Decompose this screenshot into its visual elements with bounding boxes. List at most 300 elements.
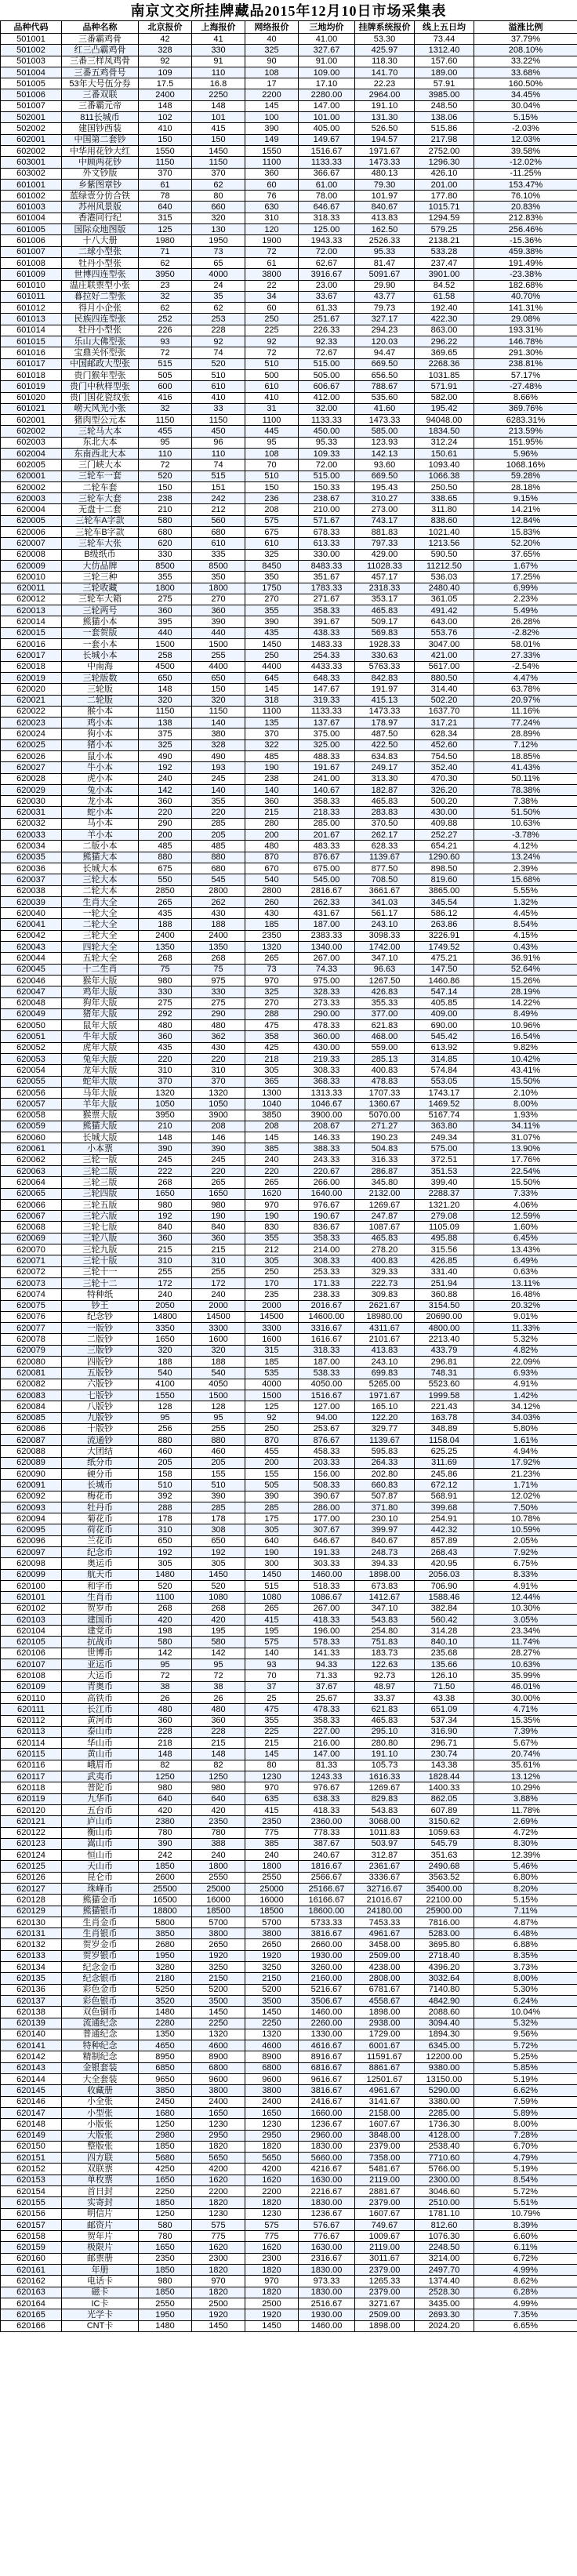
table-row — [1, 2175, 577, 2185]
cell-online: 305 — [245, 1255, 299, 1266]
cell-listing: 105.73 — [355, 1760, 415, 1771]
cell-code: 620148 — [1, 2119, 62, 2130]
cell-beijing: 78 — [139, 191, 192, 202]
cell-avg3: 505.00 — [299, 369, 355, 380]
cell-listing: 18980.00 — [355, 1311, 415, 1322]
cell-listing: 347.10 — [355, 953, 415, 964]
cell-beijing: 265 — [139, 896, 192, 907]
cell-shanghai: 1620 — [192, 2175, 245, 2185]
table-row — [1, 1850, 577, 1861]
cell-online: 670 — [245, 863, 299, 874]
col-beijing: 北京报价 — [139, 21, 192, 34]
cell-premium: 20.97% — [474, 695, 577, 706]
cell-beijing: 375 — [139, 728, 192, 739]
cell-online: 830 — [245, 1222, 299, 1233]
cell-avg3: 203.33 — [299, 1457, 355, 1468]
table-row — [1, 1816, 577, 1827]
cell-online: 220 — [245, 1165, 299, 1176]
cell-premium: 6.45% — [474, 1233, 577, 1244]
cell-premium: 28.89% — [474, 728, 577, 739]
cell-avg3: 1340.00 — [299, 942, 355, 953]
cell-avg3: 146.33 — [299, 1132, 355, 1143]
cell-name: 小本票 — [62, 1143, 139, 1154]
cell-avg3: 78.00 — [299, 191, 355, 202]
cell-online: 305 — [245, 1524, 299, 1535]
cell-beijing: 330 — [139, 549, 192, 560]
cell-online: 1820 — [245, 2287, 299, 2298]
table-row — [1, 2253, 577, 2264]
cell-beijing: 330 — [139, 986, 192, 997]
cell-shanghai: 460 — [192, 1446, 245, 1457]
cell-premium: 8.00% — [474, 1099, 577, 1110]
cell-listing: 327.17 — [355, 314, 415, 325]
cell-name: 虎年大版 — [62, 1042, 139, 1053]
cell-name: 大版张 — [62, 2130, 139, 2141]
cell-listing: 1269.67 — [355, 1782, 415, 1793]
cell-listing: 543.83 — [355, 1614, 415, 1625]
cell-listing: 371.80 — [355, 1502, 415, 1513]
cell-premium: 1.61% — [474, 1435, 577, 1446]
cell-code: 620104 — [1, 1626, 62, 1637]
cell-shanghai: 320 — [192, 213, 245, 223]
cell-premium: 28.18% — [474, 481, 577, 492]
cell-listing: 415.13 — [355, 695, 415, 706]
cell-premium: 27.33% — [474, 650, 577, 661]
cell-avg3: 109.33 — [299, 448, 355, 459]
cell-code: 620091 — [1, 1480, 62, 1491]
cell-shanghai: 1820 — [192, 2141, 245, 2152]
cell-code: 620025 — [1, 739, 62, 750]
cell-name: 龙小本 — [62, 796, 139, 807]
cell-avg3: 95.33 — [299, 437, 355, 448]
table-row — [1, 1939, 577, 1950]
cell-listing: 1473.33 — [355, 415, 415, 426]
cell-avg3: 778.33 — [299, 1827, 355, 1838]
cell-name: 小型张 — [62, 2107, 139, 2118]
cell-avg5: 568.91 — [415, 1491, 474, 1502]
table-row — [1, 2107, 577, 2118]
cell-avg3: 1133.33 — [299, 415, 355, 426]
cell-name: 华山币 — [62, 1738, 139, 1749]
cell-listing: 669.50 — [355, 358, 415, 369]
cell-name: 熊猫小本 — [62, 616, 139, 627]
cell-beijing: 1850 — [139, 2197, 192, 2208]
cell-avg3: 545.00 — [299, 874, 355, 885]
cell-avg3: 33.67 — [299, 291, 355, 302]
cell-online: 6800 — [245, 2062, 299, 2073]
cell-listing: 53.30 — [355, 34, 415, 45]
cell-name: 峨眉币 — [62, 1760, 139, 1771]
cell-listing: 503.97 — [355, 1838, 415, 1849]
cell-name: 纪念银币 — [62, 1973, 139, 1984]
table-row — [1, 807, 577, 818]
cell-shanghai: 110 — [192, 448, 245, 459]
header-row — [1, 21, 577, 34]
cell-shanghai: 388 — [192, 1838, 245, 1849]
cell-premium: 30.04% — [474, 100, 577, 111]
cell-shanghai: 268 — [192, 953, 245, 964]
cell-avg3: 307.67 — [299, 1524, 355, 1535]
cell-shanghai: 370 — [192, 1076, 245, 1087]
cell-shanghai: 2250 — [192, 89, 245, 100]
cell-online: 218 — [245, 1054, 299, 1065]
cell-avg3: 72.67 — [299, 347, 355, 358]
cell-shanghai: 95 — [192, 1412, 245, 1423]
cell-shanghai: 5650 — [192, 2153, 245, 2164]
table-row — [1, 1042, 577, 1053]
cell-online: 2950 — [245, 2130, 299, 2141]
cell-beijing: 242 — [139, 1850, 192, 1861]
cell-listing: 2526.33 — [355, 235, 415, 246]
cell-online: 2500 — [245, 2298, 299, 2309]
cell-beijing: 395 — [139, 616, 192, 627]
cell-avg3: 62.67 — [299, 257, 355, 268]
cell-listing: 341.03 — [355, 896, 415, 907]
table-row — [1, 2164, 577, 2175]
cell-shanghai: 1350 — [192, 942, 245, 953]
table-row — [1, 841, 577, 852]
cell-beijing: 1800 — [139, 583, 192, 594]
cell-avg5: 3901.00 — [415, 269, 474, 280]
cell-avg5: 1312.40 — [415, 45, 474, 56]
cell-online: 215 — [245, 807, 299, 818]
cell-avg3: 508.33 — [299, 1480, 355, 1491]
cell-shanghai: 520 — [192, 1580, 245, 1591]
cell-shanghai: 355 — [192, 796, 245, 807]
table-row — [1, 796, 577, 807]
cell-beijing: 580 — [139, 1637, 192, 1648]
cell-avg3: 286.00 — [299, 1502, 355, 1513]
cell-online: 505 — [245, 1480, 299, 1491]
cell-name: 熊猫大本 — [62, 852, 139, 863]
cell-premium: 7.33% — [474, 1188, 577, 1199]
cell-online: 355 — [245, 605, 299, 616]
cell-online: 150 — [245, 481, 299, 492]
cell-online: 775 — [245, 2231, 299, 2242]
table-row — [1, 1099, 577, 1110]
cell-premium: 4.99% — [474, 2265, 577, 2276]
cell-premium: 12.84% — [474, 515, 577, 526]
table-row — [1, 1704, 577, 1715]
cell-online: 2200 — [245, 2186, 299, 2197]
cell-beijing: 109 — [139, 67, 192, 78]
table-row — [1, 1872, 577, 1883]
table-row — [1, 303, 577, 314]
cell-listing: 5481.67 — [355, 2164, 415, 2175]
table-row — [1, 1143, 577, 1154]
cell-name: 一轮大全 — [62, 908, 139, 919]
cell-beijing: 320 — [139, 1345, 192, 1356]
cell-avg3: 678.33 — [299, 527, 355, 538]
cell-avg3: 430.00 — [299, 1042, 355, 1053]
cell-premium: 2.23% — [474, 594, 577, 605]
cell-name: 硬分币 — [62, 1469, 139, 1480]
cell-listing: 634.83 — [355, 751, 415, 762]
cell-listing: 656.50 — [355, 369, 415, 380]
cell-avg5: 690.00 — [415, 1020, 474, 1031]
cell-avg3: 325.00 — [299, 739, 355, 750]
cell-premium: 2.10% — [474, 1087, 577, 1098]
cell-name: 高铁币 — [62, 1692, 139, 1703]
cell-avg5: 189.00 — [415, 67, 474, 78]
cell-avg3: 1516.67 — [299, 1390, 355, 1401]
cell-code: 620085 — [1, 1412, 62, 1423]
cell-online: 1450 — [245, 2320, 299, 2331]
cell-code: 620056 — [1, 1087, 62, 1098]
cell-shanghai: 245 — [192, 773, 245, 784]
cell-avg5: 84.52 — [415, 280, 474, 291]
cell-beijing: 268 — [139, 1603, 192, 1614]
cell-code: 602002 — [1, 145, 62, 156]
cell-listing: 243.10 — [355, 919, 415, 930]
cell-shanghai: 1650 — [192, 2107, 245, 2118]
cell-name: 乐山大佛型张 — [62, 336, 139, 347]
table-row — [1, 168, 577, 179]
cell-avg3: 1816.67 — [299, 1861, 355, 1872]
cell-name: 三轮车大套 — [62, 493, 139, 504]
cell-online: 170 — [245, 1277, 299, 1288]
cell-premium: 34.12% — [474, 1401, 577, 1412]
cell-avg3: 208.67 — [299, 1121, 355, 1132]
cell-listing: 33.37 — [355, 1692, 415, 1703]
cell-beijing: 245 — [139, 1154, 192, 1165]
cell-shanghai: 360 — [192, 605, 245, 616]
cell-online: 515 — [245, 1580, 299, 1591]
table-row — [1, 818, 577, 829]
table-row — [1, 1917, 577, 1927]
cell-shanghai: 4600 — [192, 2040, 245, 2051]
cell-name: 三轮六版 — [62, 1211, 139, 1222]
cell-avg5: 754.50 — [415, 751, 474, 762]
cell-premium: 43.41% — [474, 1065, 577, 1076]
cell-online: 190 — [245, 1547, 299, 1558]
cell-avg3: 1460.00 — [299, 2320, 355, 2331]
cell-online: 300 — [245, 1558, 299, 1569]
cell-code: 620143 — [1, 2062, 62, 2073]
cell-avg5: 201.00 — [415, 179, 474, 190]
cell-avg5: 3563.52 — [415, 1872, 474, 1883]
cell-avg3: 3900.00 — [299, 1110, 355, 1121]
cell-avg3: 243.33 — [299, 1154, 355, 1165]
cell-avg5: 2490.68 — [415, 1861, 474, 1872]
cell-online: 108 — [245, 448, 299, 459]
table-row — [1, 2186, 577, 2197]
cell-beijing: 220 — [139, 1054, 192, 1065]
cell-avg3: 538.33 — [299, 1368, 355, 1379]
cell-listing: 673.83 — [355, 1580, 415, 1591]
cell-beijing: 515 — [139, 358, 192, 369]
table-row — [1, 896, 577, 907]
cell-beijing: 2600 — [139, 1872, 192, 1883]
cell-premium: 8.54% — [474, 919, 577, 930]
cell-avg5: 1400.33 — [415, 1782, 474, 1793]
cell-shanghai: 212 — [192, 504, 245, 515]
cell-listing: 1009.67 — [355, 2231, 415, 2242]
cell-shanghai: 650 — [192, 1535, 245, 1546]
cell-shanghai: 16000 — [192, 1895, 245, 1906]
cell-code: 602005 — [1, 460, 62, 471]
cell-code: 601020 — [1, 392, 62, 403]
cell-listing: 43.77 — [355, 291, 415, 302]
cell-code: 620117 — [1, 1771, 62, 1782]
cell-shanghai: 485 — [192, 841, 245, 852]
cell-premium: 5.15% — [474, 112, 577, 123]
cell-avg5: 1637.70 — [415, 706, 474, 717]
cell-shanghai: 128 — [192, 1401, 245, 1412]
cell-online: 37 — [245, 1681, 299, 1692]
cell-avg5: 2088.60 — [415, 2007, 474, 2018]
cell-listing: 222.73 — [355, 1277, 415, 1288]
cell-avg5: 2693.30 — [415, 2309, 474, 2320]
cell-avg5: 314.85 — [415, 1054, 474, 1065]
cell-name: 纪念钞 — [62, 1311, 139, 1322]
cell-avg3: 1630.00 — [299, 2175, 355, 2185]
cell-shanghai: 640 — [192, 1793, 245, 1804]
cell-online: 95 — [245, 437, 299, 448]
cell-code: 620106 — [1, 1648, 62, 1659]
cell-online: 540 — [245, 874, 299, 885]
cell-online: 16000 — [245, 1895, 299, 1906]
col-premium: 溢涨比例 — [474, 21, 577, 34]
cell-listing: 2119.00 — [355, 2175, 415, 2185]
cell-premium: 5.25% — [474, 2051, 577, 2062]
cell-code: 620052 — [1, 1042, 62, 1053]
cell-listing: 465.83 — [355, 796, 415, 807]
cell-beijing: 188 — [139, 1357, 192, 1368]
cell-name: 一版钞 — [62, 1323, 139, 1334]
cell-code: 620026 — [1, 751, 62, 762]
cell-name: 彩色银币 — [62, 1995, 139, 2006]
cell-name: 世博币 — [62, 1648, 139, 1659]
cell-beijing: 4100 — [139, 1379, 192, 1390]
cell-name: 青奥币 — [62, 1681, 139, 1692]
cell-shanghai: 510 — [192, 1480, 245, 1491]
cell-avg5: 1374.40 — [415, 2276, 474, 2287]
cell-code: 603002 — [1, 168, 62, 179]
cell-avg3: 187.00 — [299, 919, 355, 930]
cell-shanghai: 2400 — [192, 2096, 245, 2107]
cell-shanghai: 3800 — [192, 1928, 245, 1939]
table-row — [1, 2007, 577, 2018]
cell-listing: 8861.67 — [355, 2062, 415, 2073]
cell-online: 270 — [245, 594, 299, 605]
cell-listing: 660.83 — [355, 1480, 415, 1491]
cell-avg3: 515.00 — [299, 471, 355, 481]
cell-shanghai: 140 — [192, 718, 245, 728]
cell-listing: 254.80 — [355, 1626, 415, 1637]
cell-avg5: 338.65 — [415, 493, 474, 504]
cell-name: 马年大版 — [62, 1087, 139, 1098]
cell-name: 温庄联票型小张 — [62, 280, 139, 291]
cell-online: 1230 — [245, 2119, 299, 2130]
table-row — [1, 1121, 577, 1132]
cell-avg5: 1781.10 — [415, 2208, 474, 2219]
cell-online: 480 — [245, 841, 299, 852]
cell-online: 1620 — [245, 1188, 299, 1199]
table-row — [1, 661, 577, 672]
cell-beijing: 2400 — [139, 930, 192, 941]
cell-code: 620160 — [1, 2253, 62, 2264]
cell-name: 贺岁金币 — [62, 1939, 139, 1950]
cell-avg5: 22100.00 — [415, 1895, 474, 1906]
cell-avg3: 149.67 — [299, 134, 355, 145]
cell-shanghai: 255 — [192, 1266, 245, 1277]
cell-avg5: 248.50 — [415, 100, 474, 111]
cell-beijing: 95 — [139, 1412, 192, 1423]
cell-listing: 280.80 — [355, 1738, 415, 1749]
cell-premium: 4.79% — [474, 2153, 577, 2164]
cell-premium: 31.07% — [474, 1132, 577, 1143]
cell-name: 八版钞 — [62, 1401, 139, 1412]
cell-online: 1230 — [245, 2208, 299, 2219]
cell-avg3: 3260.00 — [299, 1962, 355, 1973]
cell-online: 575 — [245, 1637, 299, 1648]
cell-shanghai: 350 — [192, 572, 245, 583]
cell-shanghai: 480 — [192, 1704, 245, 1715]
cell-premium: 12.02% — [474, 1491, 577, 1502]
cell-beijing: 3950 — [139, 269, 192, 280]
table-row — [1, 269, 577, 280]
cell-code: 620125 — [1, 1861, 62, 1872]
cell-avg5: 433.79 — [415, 1345, 474, 1356]
cell-online: 76 — [245, 191, 299, 202]
table-row — [1, 2018, 577, 2029]
cell-beijing: 255 — [139, 1266, 192, 1277]
cell-avg3: 358.33 — [299, 1233, 355, 1244]
cell-online: 236 — [245, 493, 299, 504]
cell-name: 蛇年大版 — [62, 1076, 139, 1087]
cell-avg5: 361.05 — [415, 594, 474, 605]
table-row — [1, 2287, 577, 2298]
cell-avg5: 426.85 — [415, 1255, 474, 1266]
cell-beijing: 290 — [139, 818, 192, 829]
cell-shanghai: 2800 — [192, 885, 245, 896]
cell-premium: 3.73% — [474, 1962, 577, 1973]
cell-beijing: 455 — [139, 426, 192, 437]
cell-code: 620060 — [1, 1132, 62, 1143]
cell-premium: 1.60% — [474, 1222, 577, 1233]
cell-beijing: 1150 — [139, 706, 192, 717]
cell-name: 三番霸元帝 — [62, 100, 139, 111]
cell-shanghai: 328 — [192, 739, 245, 750]
cell-listing: 3068.00 — [355, 1816, 415, 1827]
cell-premium: 37.65% — [474, 549, 577, 560]
cell-online: 370 — [245, 728, 299, 739]
cell-name: 中国第二套钞 — [62, 134, 139, 145]
cell-premium: 13.24% — [474, 852, 577, 863]
cell-code: 620144 — [1, 2074, 62, 2085]
cell-avg3: 61.33 — [299, 303, 355, 314]
cell-avg5: 2480.40 — [415, 583, 474, 594]
cell-code: 620140 — [1, 2029, 62, 2040]
cell-listing: 41.60 — [355, 403, 415, 414]
cell-code: 620017 — [1, 650, 62, 661]
table-row — [1, 784, 577, 795]
cell-beijing: 1950 — [139, 2309, 192, 2320]
cell-avg5: 553.05 — [415, 1076, 474, 1087]
table-row — [1, 2062, 577, 2073]
cell-shanghai: 208 — [192, 1121, 245, 1132]
cell-online: 60 — [245, 303, 299, 314]
cell-name: 极限片 — [62, 2242, 139, 2253]
cell-avg5: 311.80 — [415, 504, 474, 515]
cell-listing: 394.33 — [355, 1558, 415, 1569]
cell-beijing: 390 — [139, 1143, 192, 1154]
cell-beijing: 258 — [139, 650, 192, 661]
cell-premium: 15.83% — [474, 527, 577, 538]
cell-listing: 310.27 — [355, 493, 415, 504]
cell-name: 中顾两花钞 — [62, 157, 139, 168]
